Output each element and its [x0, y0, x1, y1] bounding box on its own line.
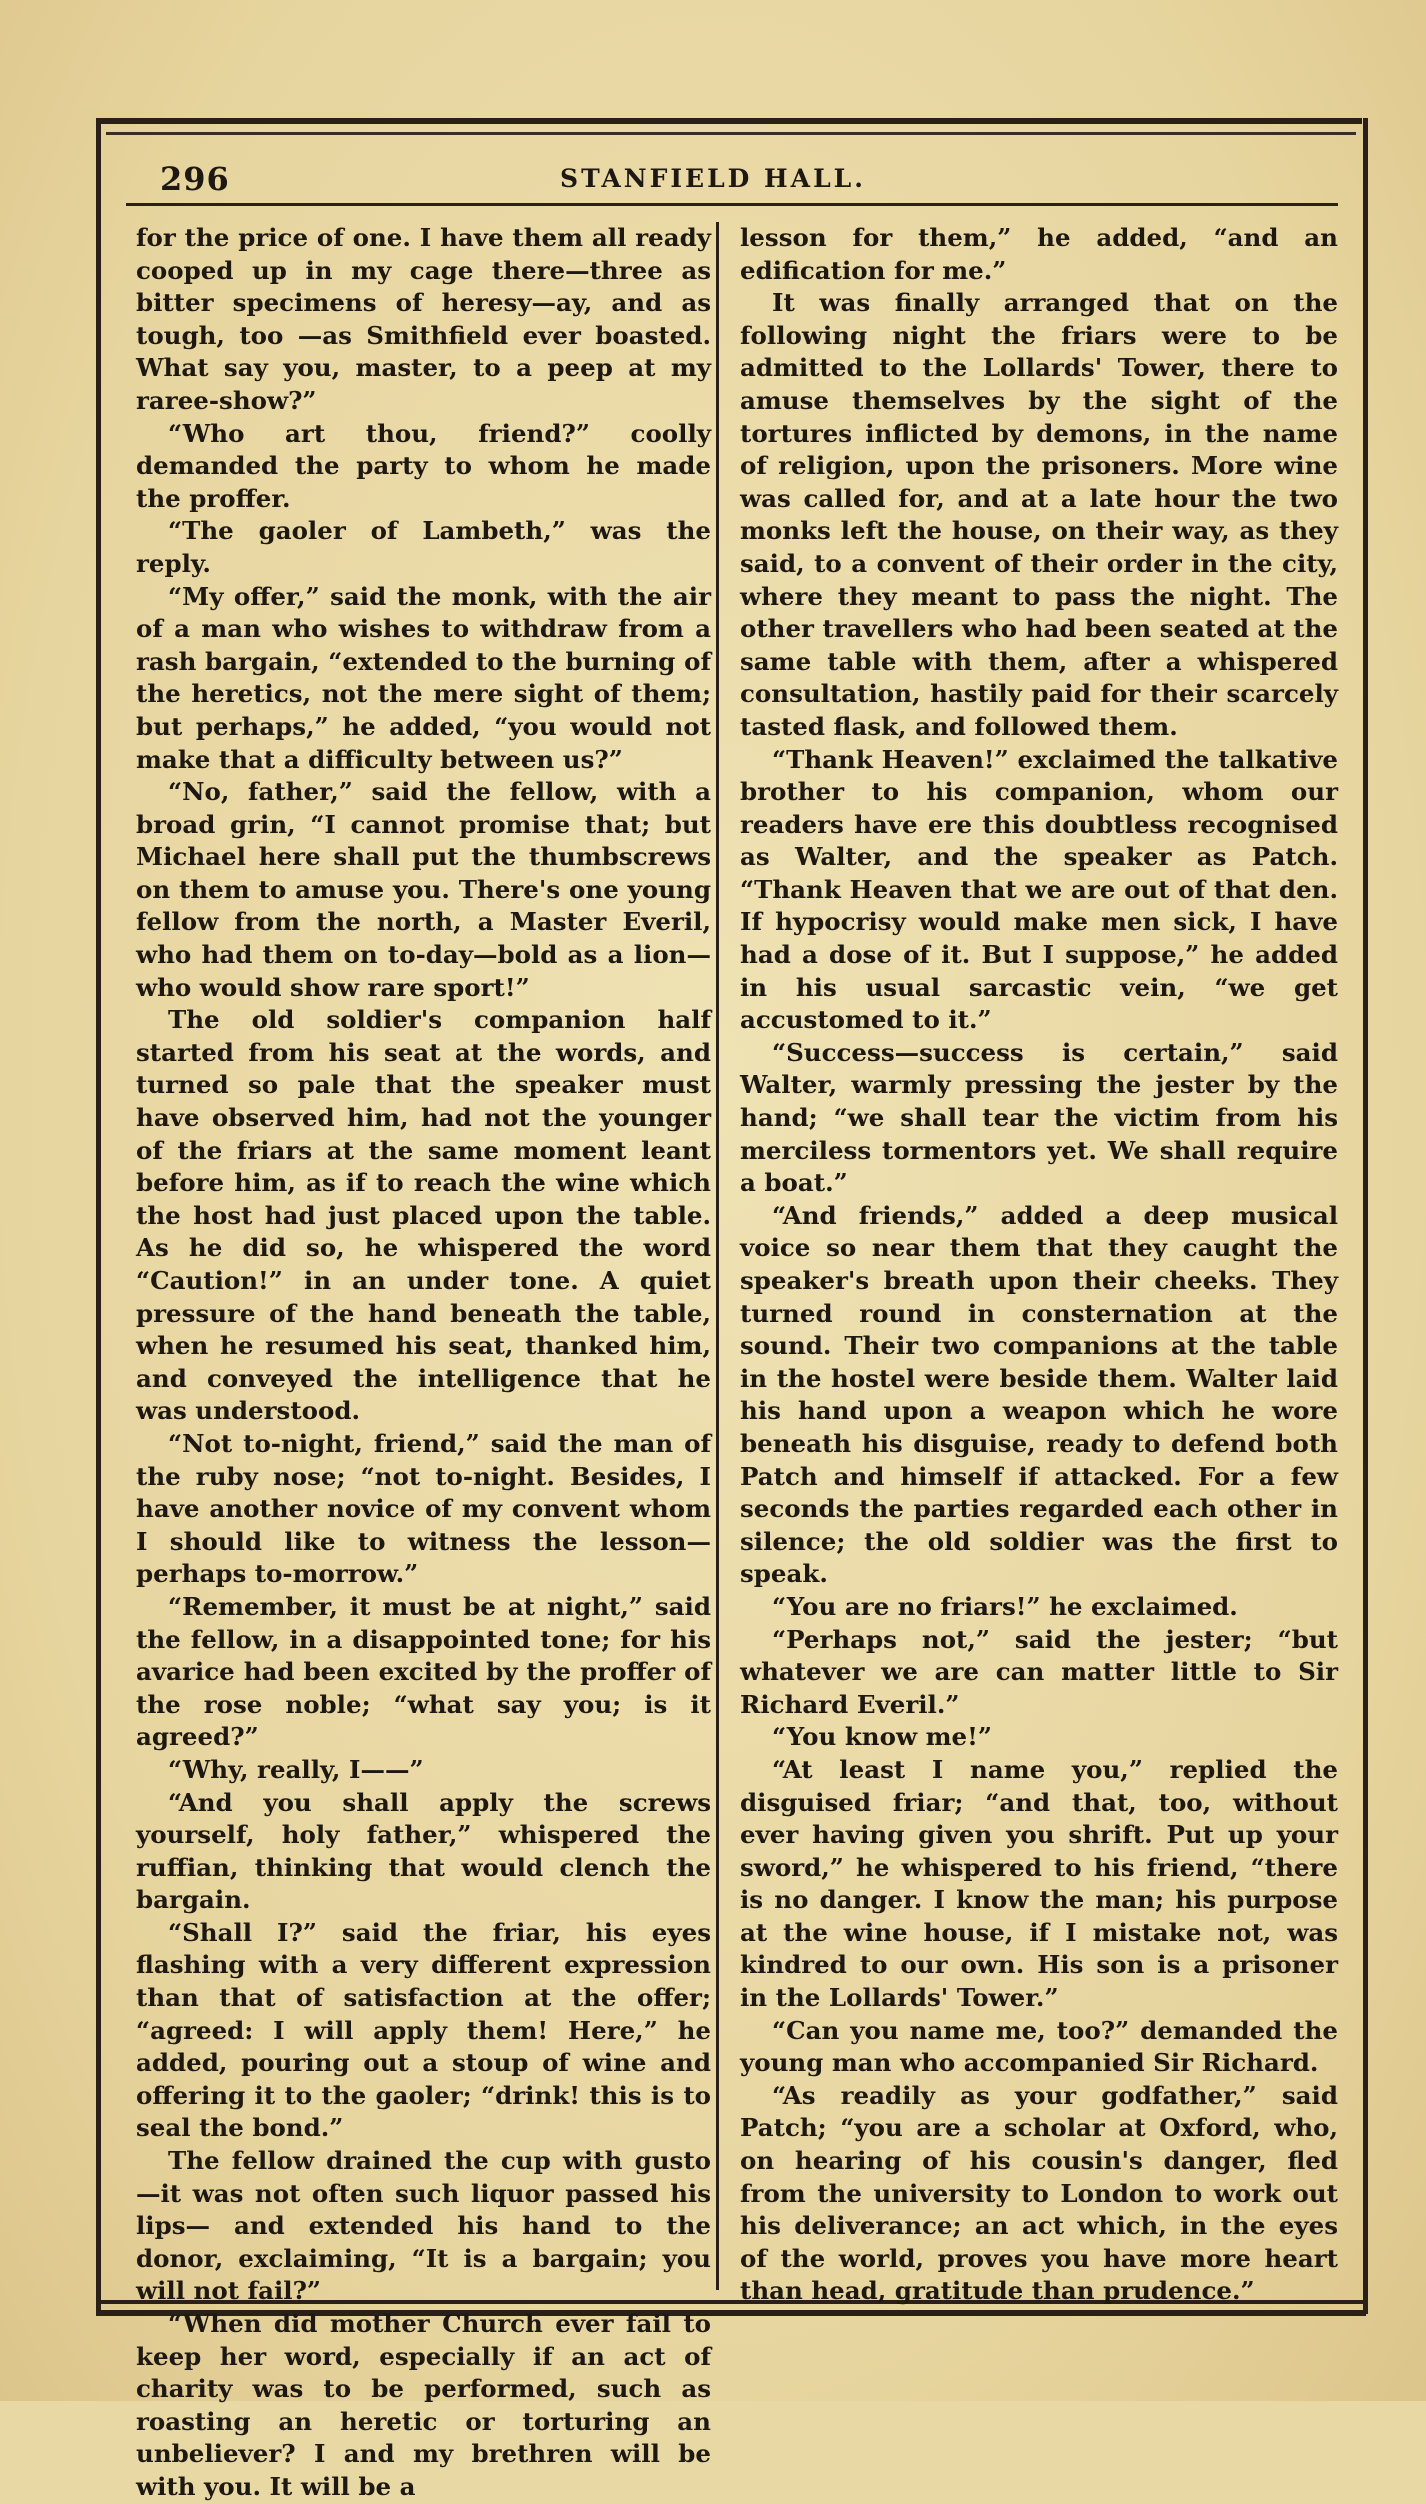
paragraph: “You know me!” [772, 1722, 992, 1752]
paragraph: “My offer,” said the monk, with the air of a man who wishes to withdraw from a rash bargain, “extended to the burning of the heretics, not the mere sight of them; but perhaps,” he added, “you would not make that a difficulty between us?” [136, 581, 711, 774]
paragraph: “Remember, it must be at night,” said the fellow, in a disappointed tone; for his avarice had been excited by the proffer of the rose noble; “what say you; is it agreed?” [136, 1591, 711, 1752]
paragraph: “And you shall apply the screws yourself, holy father,” whispered the ruffian, thinking that would clench the bargain. [136, 1787, 711, 1915]
paragraph: It was finally arranged that on the following night the friars were to be admitted to the Lollards' Tower, there to amuse themselves by the sight of the tortures inflicted by demons, in the name of religion, upon the prisoners. More wine was called for, and at a late hour the two monks left the house, on their way, as they said, to a convent of their order in the city, where they meant to pass the night. The other travellers who had been seated at the same table with them, after a whispered consultation, hastily paid for their scarcely tasted flask, and followed them. [740, 288, 1338, 741]
paragraph: “Thank Heaven!” exclaimed the talkative brother to his companion, whom our readers have ere this doubtless recognised as Walter, and the speaker as Patch. “Thank Heaven that we are out of that den. If hypocrisy would make men sick, I have had a dose of it. But I suppose,” he added in his usual sarcastic vein, “we get accustomed to it.” [740, 744, 1338, 1035]
paragraph: “Perhaps not,” said the jester; “but whatever we are can matter little to Sir Richard Everil.” [740, 1624, 1338, 1719]
paragraph: “The gaoler of Lambeth,” was the reply. [136, 516, 711, 578]
top-double-rule [100, 118, 1362, 124]
paragraph: “Can you name me, too?” demanded the young man who accompanied Sir Richard. [740, 2015, 1338, 2078]
paragraph: for the price of one. I have them all ready cooped up in my cage there—three as bitter specimens of heresy—ay, and as tough, too —as Smithfield ever boasted. What say you, master, to a peep at my raree-show?” [136, 223, 711, 415]
column-divider [716, 222, 719, 2290]
paragraph: “Why, really, I——” [168, 1754, 424, 1784]
paragraph: The old soldier's companion half started from his seat at the words, and turned so pale that the speaker must have observed him, had not the younger of the friars at the same moment leant before him, as if to reach the wine which the host had just placed upon the table. As he did so, he whispered the word “Caution!” in an under tone. A quiet pressure of the hand beneath the table, when he resumed his seat, thanked him, and conveyed the intelligence that he was understood. [136, 1005, 711, 1426]
paragraph: “No, father,” said the fellow, with a broad grin, “I cannot promise that; but Michael here shall put the thumbscrews on them to amuse you. There's one young fellow from the north, a Master Everil, who had them on to-day—bold as a lion—who would show rare sport!” [136, 777, 711, 1002]
top-thin-rule [106, 132, 1356, 135]
paragraph: “At least I name you,” replied the disguised friar; “and that, too, without ever having given you shrift. Put up your sword,” he whispered to his friend, “there is no danger. I know the man; his purpose at the wine house, if I mistake not, was kindred to our own. His son is a prisoner in the Lollards' Tower.” [740, 1754, 1338, 2013]
paragraph: “Success—success is certain,” said Walter, warmly pressing the jester by the hand; “we shall tear the victim from his merciless tormentors yet. We shall require a boat.” [740, 1037, 1338, 1198]
page-number: 296 [160, 160, 230, 198]
paragraph: “When did mother Church ever fail to keep her word, especially if an act of charity was to be performed, such as roasting an heretic or torturing an unbeliever? I and my brethren will be with you. It will be a [136, 2309, 711, 2501]
right-column [740, 222, 1338, 2306]
header-rule [126, 203, 1338, 206]
running-title: STANFIELD HALL. [560, 164, 866, 193]
paragraph: “And friends,” added a deep musical voice so near them that they caught the speaker's breath upon their cheeks. They turned round in consternation at the sound. Their two companions at the table in the hostel were beside them. Walter laid his hand upon a weapon which he wore beneath his disguise, ready to defend both Patch and himself if attacked. For a few seconds the parties regarded each other in silence; the old soldier was the first to speak. [740, 1200, 1338, 1589]
paragraph: “As readily as your godfather,” said Patch; “you are a scholar at Oxford, who, on hearing of his cousin's danger, fled from the university to London to work out his deliverance; an act which, in the eyes of the world, proves you have more heart than head, gratitude than prudence.” [740, 2080, 1338, 2306]
paragraph: “Who art thou, friend?” coolly demanded the party to whom he made the proffer. [136, 418, 711, 513]
paragraph: lesson for them,” he added, “and an edification for me.” [740, 223, 1338, 285]
paragraph: The fellow drained the cup with gusto—it was not often such liquor passed his lips— and extended his hand to the donor, exclaiming, “It is a bargain; you will not fail?” [136, 2146, 711, 2306]
left-column [136, 222, 711, 2501]
paragraph: “You are no friars!” he exclaimed. [772, 1591, 1238, 1621]
paragraph: “Shall I?” said the friar, his eyes flashing with a very different expression than that of satisfaction at the offer; “agreed: I will apply them! Here,” he added, pouring out a stoup of wine and offering it to the gaoler; “drink! this is to seal the bond.” [136, 1917, 711, 2143]
paragraph: “Not to-night, friend,” said the man of the ruby nose; “not to-night. Besides, I have another novice of my convent whom I should like to witness the lesson—perhaps to-morrow.” [136, 1428, 711, 1589]
